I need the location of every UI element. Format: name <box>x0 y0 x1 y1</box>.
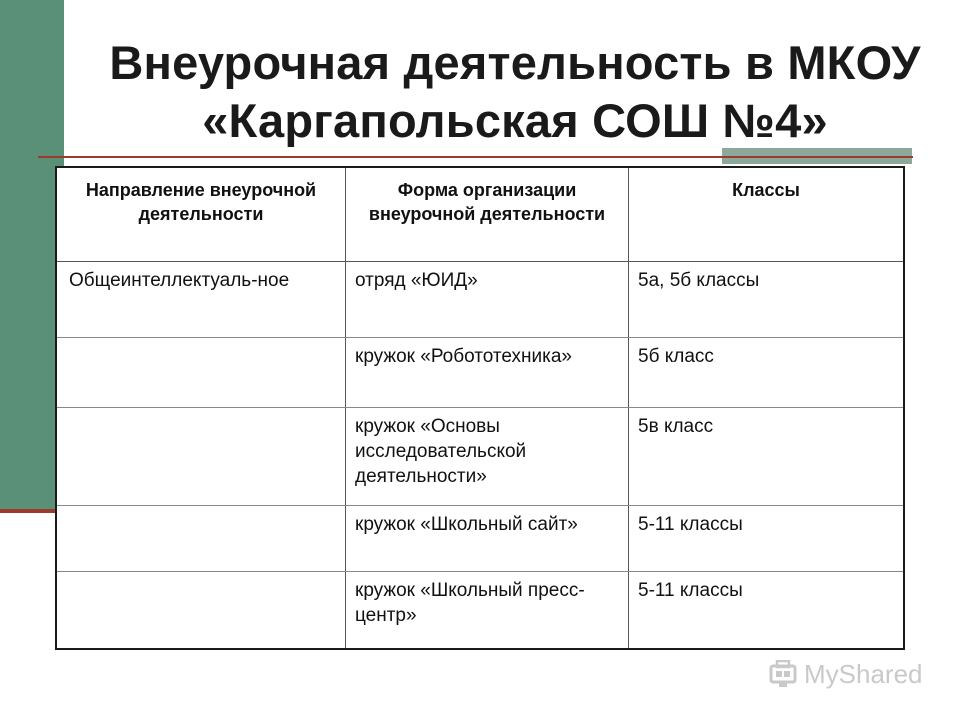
title-line-1: Внеурочная деятельность в МКОУ <box>109 36 921 89</box>
cell-classes: 5б класс <box>629 337 905 407</box>
table-row <box>56 407 904 505</box>
title-divider <box>38 156 913 158</box>
table-header-row <box>56 167 904 261</box>
title-line-2: «Каргапольская СОШ №4» <box>202 94 828 147</box>
cell-direction <box>56 337 346 407</box>
table-row <box>56 337 904 407</box>
cell-direction: Общеинтеллектуаль-ное <box>56 261 346 337</box>
table-row <box>56 505 904 571</box>
cell-classes: 5-11 классы <box>629 571 905 649</box>
myshared-logo-icon <box>768 660 798 688</box>
cell-form: отряд «ЮИД» <box>346 261 629 337</box>
watermark-text: MyShared <box>804 658 923 689</box>
activities-table <box>55 166 905 650</box>
table-row <box>56 261 904 337</box>
watermark <box>768 657 923 691</box>
cell-direction <box>56 571 346 649</box>
cell-direction <box>56 407 346 505</box>
table-row <box>56 571 904 649</box>
slide-title <box>70 34 960 150</box>
cell-classes: 5-11 классы <box>629 505 905 571</box>
cell-form: кружок «Основы исследовательской деятельности» <box>346 407 629 505</box>
cell-form: кружок «Школьный сайт» <box>346 505 629 571</box>
header-direction: Направление внеурочной деятельности <box>56 167 346 261</box>
cell-direction <box>56 505 346 571</box>
cell-classes: 5в класс <box>629 407 905 505</box>
header-form: Форма организации внеурочной деятельности <box>346 167 629 261</box>
cell-form: кружок «Робототехника» <box>346 337 629 407</box>
header-classes: Классы <box>629 167 905 261</box>
cell-form: кружок «Школьный пресс-центр» <box>346 571 629 649</box>
cell-classes: 5а, 5б классы <box>629 261 905 337</box>
